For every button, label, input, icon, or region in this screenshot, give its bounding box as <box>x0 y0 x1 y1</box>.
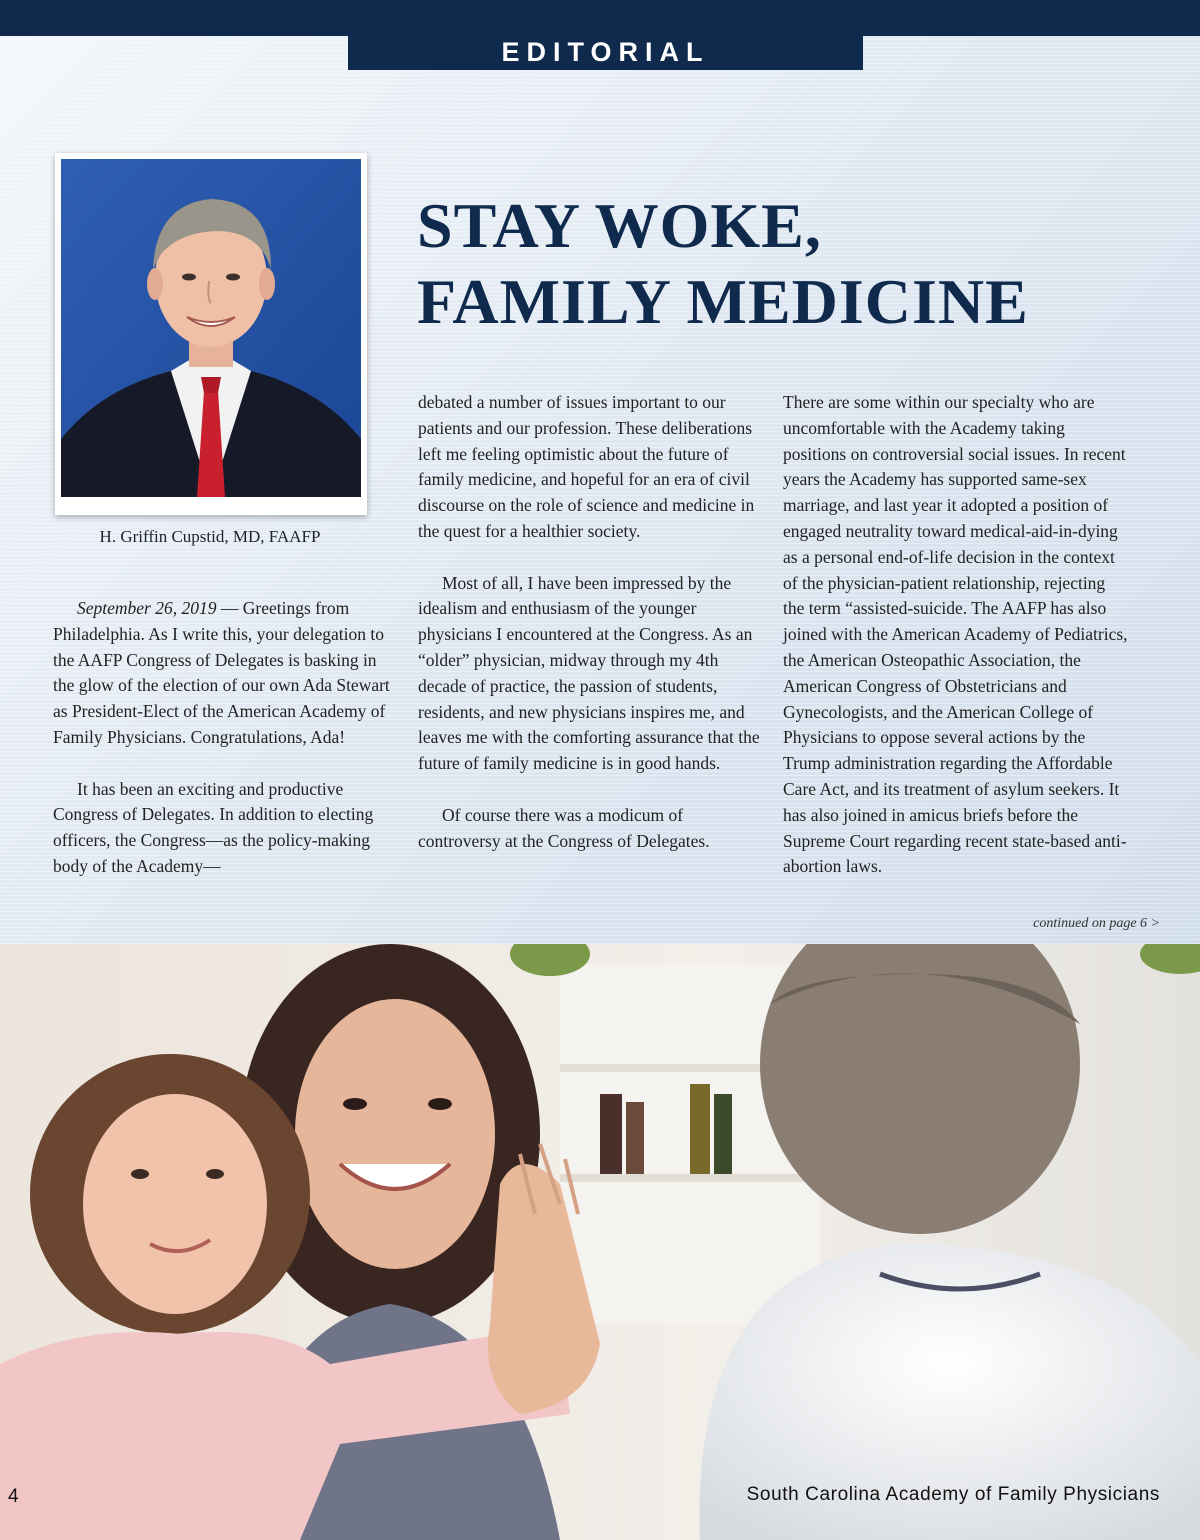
author-photo <box>61 159 361 497</box>
author-portrait <box>55 153 367 515</box>
article-date: September 26, 2019 <box>77 598 217 618</box>
paragraph: Of course there was a modicum of controversy at the Congress of Delegates. <box>418 804 710 851</box>
article-column-3 <box>783 390 1128 880</box>
headline <box>417 188 1177 340</box>
paragraph: There are some within our specialty who are uncomfortable with the Academy taking positions on controversial social issues. In recent years the Academy has supported same-sex marriage, and last year it adopted a position of engaged neutrality toward medical-aid-in-dying as a personal end-of-life decision in the context of the physician-patient relationship, rejecting the term “assisted-suicide. The AAFP has also joined with the American Academy of Pediatrics, the American Osteopathic Association, the American Congress of Obstetricians and Gynecologists, and the American College of Physicians to oppose several actions by the Trump administration regarding the Affordable Care Act, and its treatment of asylum seekers. It has also joined in amicus briefs before the Supreme Court regarding recent state-based anti-abortion laws. <box>783 392 1128 877</box>
article-column-1 <box>53 596 398 880</box>
paragraph: debated a number of issues important to our patients and our profession. These deliberations left me feeling optimistic about the future of family medicine, and hopeful for an era of civil discourse on the role of science and medicine in the quest for a healthier society. <box>418 392 755 541</box>
paragraph: Most of all, I have been impressed by the idealism and enthusiasm of the younger physicians I encountered at the Congress. As an “older” physician, midway through my 4th decade of practice, the passion of students, residents, and new physicians inspires me, and leaves me with the comforting assurance that the future of family medicine is in good hands. <box>418 572 760 774</box>
author-caption: H. Griffin Cupstid, MD, FAAFP <box>99 527 321 546</box>
page-number: 4 <box>8 1486 19 1507</box>
doctor-patient-photo <box>0 944 1200 1540</box>
article-column-2 <box>418 390 763 854</box>
paragraph <box>53 596 398 751</box>
footer-organization: South Carolina Academy of Family Physicians <box>746 1484 1160 1505</box>
paragraph-text: — Greetings from Philadelphia. As I write this, your delegation to the AAFP Congress of Delegates is basking in the glow of the election of our own Ada Stewart as President-Elect of the American Academy of Family Physicians. Congratulations, Ada! <box>53 598 390 747</box>
continued-note: continued on page 6 > <box>1033 916 1160 931</box>
headline-line-2: FAMILY MEDICINE <box>417 266 1029 337</box>
section-tab: EDITORIAL <box>348 30 863 70</box>
headline-line-1: STAY WOKE, <box>417 190 822 261</box>
paragraph: It has been an exciting and productive Congress of Delegates. In addition to electing officers, the Congress—as the policy-making body of the Academy— <box>53 778 374 876</box>
